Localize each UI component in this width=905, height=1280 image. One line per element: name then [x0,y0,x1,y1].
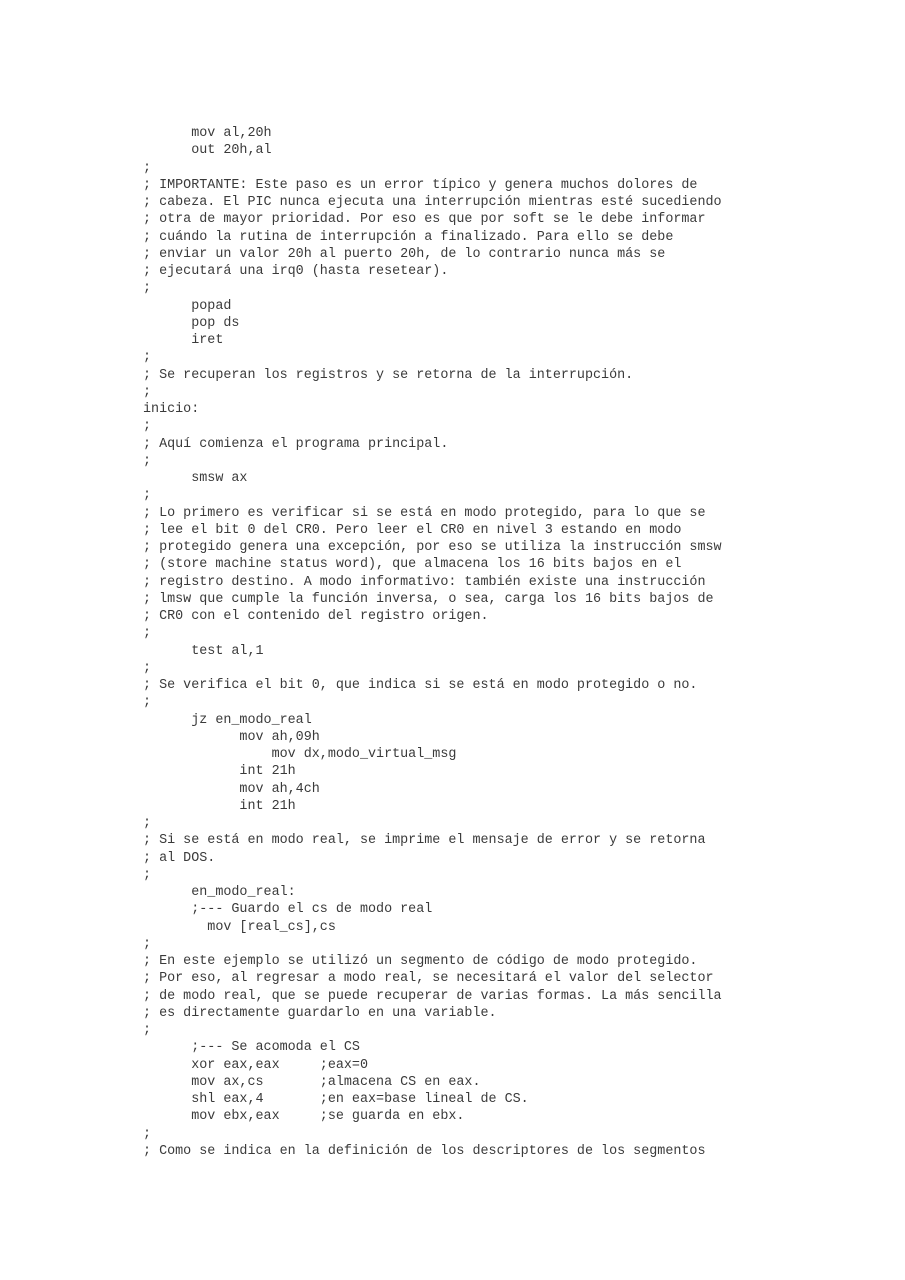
code-line: ; [143,1023,152,1038]
code-line: ; (store machine status word), que almacena los 16 bits bajos en el [143,557,682,573]
code-line: ; [143,867,152,883]
code-line: ; [143,488,152,504]
code-line: inicio: [143,402,200,417]
code-line: ; CR0 con el contenido del registro origen. [143,609,489,624]
code-line: shl eax,4 ;en eax=base lineal de CS. [143,1092,529,1107]
code-line: ; [143,453,152,469]
code-line: xor eax,eax ;eax=0 [143,1057,368,1073]
code-line: ; al DOS. [143,850,216,866]
code-line: ; [143,816,152,831]
code-line: ; Lo primero es verificar si se está en modo protegido, para lo que se [143,505,706,521]
code-line: mov al,20h [143,126,272,141]
code-line: en_modo_real: [143,885,296,900]
code-line: ;--- Se acomoda el CS [143,1040,360,1056]
code-line: popad [143,298,232,314]
code-line: mov ax,cs ;almacena CS en eax. [143,1074,481,1090]
code-line: ; enviar un valor 20h al puerto 20h, de lo contrario nunca más se [143,246,666,262]
code-line: ; Por eso, al regresar a modo real, se necesitará el valor del selector [143,971,714,987]
code-line: ; cuándo la rutina de interrupción a finalizado. Para ello se debe [143,229,674,245]
code-line: ; [143,384,152,400]
code-line: ; [143,936,152,952]
code-line: ; de modo real, que se puede recuperar de varias formas. La más sencilla [143,988,722,1004]
code-line: ; cabeza. El PIC nunca ejecuta una interrupción mientras esté sucediendo [143,195,722,210]
code-line: mov dx,modo_virtual_msg [143,747,457,762]
code-line: pop ds [143,315,240,331]
code-line: ; Se recuperan los registros y se retorna de la interrupción. [143,367,634,383]
code-line: ; protegido genera una excepción, por eso se utiliza la instrucción smsw [143,540,722,555]
code-line: ; [143,660,152,676]
code-listing [143,125,722,1160]
code-line: ; Se verifica el bit 0, que indica si se está en modo protegido o no. [143,678,698,693]
code-line: ; lmsw que cumple la función inversa, o sea, carga los 16 bits bajos de [143,591,714,607]
code-line: mov ah,09h [143,729,320,745]
code-line: mov ebx,eax ;se guarda en ebx. [143,1109,465,1125]
code-line: iret [143,333,224,348]
code-line: test al,1 [143,643,264,659]
code-line: mov ah,4ch [143,781,320,797]
code-line: ; [143,626,152,642]
code-line: ; ejecutará una irq0 (hasta resetear). [143,264,449,279]
code-line: ; Si se está en modo real, se imprime el mensaje de error y se retorna [143,833,706,849]
code-line: ; otra de mayor prioridad. Por eso es que por soft se le debe informar [143,212,706,228]
code-line: mov [real_cs],cs [143,919,336,935]
code-line: ; [143,1126,152,1142]
code-line: ; [143,350,152,366]
code-line: ; es directamente guardarlo en una variable. [143,1005,497,1021]
code-line: smsw ax [143,471,248,486]
code-line: ; lee el bit 0 del CR0. Pero leer el CR0 en nivel 3 estando en modo [143,522,682,538]
code-line: ; Como se indica en la definición de los descriptores de los segmentos [143,1143,706,1159]
code-line: ; Aquí comienza el programa principal. [143,436,449,452]
code-line: ;--- Guardo el cs de modo real [143,902,433,918]
code-line: ; registro destino. A modo informativo: también existe una instrucción [143,574,706,590]
code-line: ; [143,695,152,711]
code-line: ; IMPORTANTE: Este paso es un error típico y genera muchos dolores de [143,177,698,193]
code-line: int 21h [143,798,296,814]
code-line: ; En este ejemplo se utilizó un segmento de código de modo protegido. [143,954,698,969]
code-line: ; [143,419,152,435]
code-line: ; [143,281,152,297]
code-line: out 20h,al [143,143,272,159]
code-line: jz en_modo_real [143,712,312,728]
code-line: int 21h [143,764,296,780]
code-line: ; [143,160,152,176]
